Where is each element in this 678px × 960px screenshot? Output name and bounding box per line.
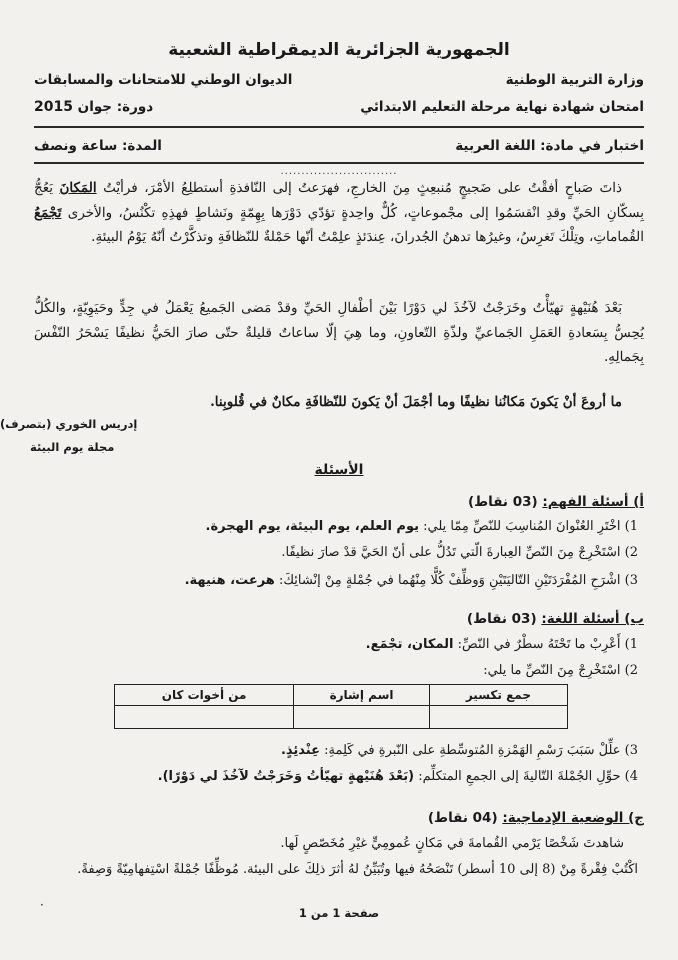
section-a-q1-options: يوم العلم، يوم البيئة، يوم الهجرة. <box>205 519 419 534</box>
section-c-heading <box>428 810 644 826</box>
page-footer: صفحة 1 من 1 <box>298 906 380 920</box>
header-divider-1 <box>34 126 644 128</box>
section-a-question-1 <box>30 517 638 537</box>
session-info <box>34 99 153 115</box>
section-c-label: ج) الوضعية الإدماجية: <box>502 810 644 826</box>
duration-label: المدة: ساعة ونصف <box>34 138 162 154</box>
header-row-3 <box>34 138 644 154</box>
passage-paragraph-1 <box>34 176 644 250</box>
section-b-q3-text: 3) علِّلْ سَبَبَ رَسْمِ الهَمْزةِ المُتوسِّطةِ على النّبرةِ في كَلِمةِ: <box>324 743 638 758</box>
separator-dots: ............................ <box>280 166 398 177</box>
table-cell-empty <box>429 706 567 729</box>
table-header-row <box>115 685 568 706</box>
section-b-q4-sentence: (بَعْدَ هُنَيْهةٍ تهيّأتُ وَخَرَجْتُ لآخُذَ لي دَوْرًا). <box>157 769 415 784</box>
ministry-name: وزارة التربية الوطنية <box>505 72 644 88</box>
table-cell-empty <box>115 706 294 729</box>
section-a-label: أ) أسئلة الفهم: <box>542 494 644 510</box>
passage-p3-text: ما أروعَ أنْ يَكونَ مَكانُنا نظيفًا وما أجْمَلَ أنْ يَكونَ للنّظافَةِ مكانٌ في قُلوبِنا. <box>210 394 622 410</box>
table-header-broken-plural: جمع تكسير <box>429 685 567 706</box>
section-b-question-2: 2) اسْتَخْرِجْ مِنَ النّصِّ ما يلي: <box>483 663 638 678</box>
section-c-line-2: اكْتُبْ فِقْرةً مِنْ (8 إلى 10 أسطر) تَنْصَحُهُ فيها وتُبَيِّنُ لهُ أثرَ ذلِكَ على البيئة. مُوظِّفًا جُمْلةً اسْتِفهامِيّةً وَصِفةً. <box>77 862 638 877</box>
section-b-question-3 <box>30 741 638 761</box>
underlined-word-collect: تَجْمَعُ <box>34 204 62 221</box>
underlined-word-place: المَكانَ <box>59 180 97 196</box>
section-b-label: ب) أسئلة اللغة: <box>541 611 644 627</box>
corner-mark: · <box>40 898 44 912</box>
header-row-2 <box>34 99 644 115</box>
section-a-q3-words: هرعت، هنيهة. <box>184 573 275 588</box>
session-year: 2015 <box>34 99 73 115</box>
table-cell-empty <box>294 706 430 729</box>
section-c-points: (04 نقاط) <box>427 810 498 826</box>
passage-paragraph-3 <box>34 390 644 415</box>
section-b-heading <box>467 611 644 627</box>
table-header-demonstrative: اسم إشارة <box>294 685 430 706</box>
section-c-line-1: شاهدتَ شَخْصًا يَرْمي القُمامةَ في مَكانٍ عُمومِيٍّ غيْرِ مُخَصّصٍ لَها. <box>280 836 624 851</box>
passage-paragraph-2 <box>34 296 644 370</box>
extraction-table <box>114 684 568 729</box>
section-a-heading <box>468 494 644 510</box>
passage-p1-middle: يَعُجُّ بِسكّانِ الحَيِّ وقدِ انْقسَمُوا إلى مجْموعاتٍ، كُلٌّ واحِدةٍ تؤدّي دَوْرَها بِهِمّةٍ ونَشاطٍ فهذِهِ تكْنُسُ، والأخرى <box>34 180 644 221</box>
section-b-points: (03 نقاط) <box>466 611 537 627</box>
exam-name: امتحان شهادة نهاية مرحلة التعليم الابتدائي <box>360 99 644 115</box>
table-header-kana-sisters: من أخوات كان <box>115 685 294 706</box>
section-b-q1-words: المكان، تجْمَع. <box>365 637 454 652</box>
office-name: الديوان الوطني للامتحانات والمسابقات <box>34 72 293 88</box>
section-a-question-2: 2) اسْتَخْرِجْ مِنَ النّصِّ العِبارةَ الّتي تَدُلُّ على أنّ الحَيَّ قدْ صارَ نظيفًا. <box>281 545 638 560</box>
header-row-1 <box>34 72 644 88</box>
section-b-q1-text: 1) أَعْرِبْ ما تَحْتَهُ سطْرٌ في النّصِّ: <box>457 637 638 652</box>
section-a-q1-text: 1) اخْتَرِ العُنْوانَ المُناسِبَ للنّصِّ مِمّا يلي: <box>423 519 638 534</box>
session-label: دورة: جوان <box>77 99 154 115</box>
source-magazine: مجلة يوم البيئة <box>30 440 115 454</box>
section-b-question-4 <box>30 767 638 787</box>
passage-p1-start: ذاتَ صَباحٍ أفقْتُ على ضَجيجٍ مُنبعِثٍ مِنَ الخارجِ، فهرَعتُ إلى النّافذةِ أستطلِعُ الأمْرَ، فرأيْتُ <box>103 180 623 196</box>
passage-p1-end: القُماماتِ، وتِلْكَ تَغرِسُ، وغيرُها تدهنُ الجُدرانَ، عِندَئذٍ علِمْتُ أنّها حَمْلةٌ للنّظافَةِ وتذكَّرْتُ أنّهُ يَوْمُ البيئةِ. <box>91 229 644 245</box>
section-a-question-3 <box>30 571 638 591</box>
republic-title: الجمهورية الجزائرية الديمقراطية الشعبية <box>168 40 510 60</box>
section-b-q3-word: عِنْدئِذٍ. <box>280 743 320 758</box>
section-a-q3-text: 3) اشْرَحِ المُفْرَدَتَيْنِ التّاليَتَيْنِ وَوظِّفْ كُلًّا مِنْهُما في جُمْلةٍ مِنْ إنْشائِكَ: <box>278 573 638 588</box>
section-b-question-1 <box>30 635 638 655</box>
header-divider-2 <box>34 162 644 164</box>
section-a-points: (03 نقاط) <box>467 494 538 510</box>
questions-title: الأسئلة <box>314 462 364 478</box>
section-b-q4-text: 4) حوِّلِ الجُمْلةَ التّاليةَ إلى الجمعِ المتكلِّم: <box>418 769 638 784</box>
subject-label: اختبار في مادة: اللغة العربية <box>455 138 644 154</box>
source-author: إدريس الخوري (بتصرف) <box>0 417 138 431</box>
passage-p2-text: بَعْدَ هُنَيْهةٍ تهيّأْتُ وخَرَجْتُ لآخُذَ لي دَوْرًا بَيْنَ أطْفالِ الحَيِّ وقدْ مَضى الجَميعُ يَعْمَلُ في جِدٍّ وحَيَوِيّةٍ، والكُلُّ يُحِسُّ بِسَعادةِ العَمَلِ الجَماعيِّ ولذّةِ التّعاونِ، وما هِيَ إلّا ساعاتٌ قليلةٌ حتّى صارَ الحَيُّ نظيفًا يَسْحَرُ النّفْسَ بِجَمالِهِ. <box>34 300 644 365</box>
table-answer-row <box>115 706 568 729</box>
